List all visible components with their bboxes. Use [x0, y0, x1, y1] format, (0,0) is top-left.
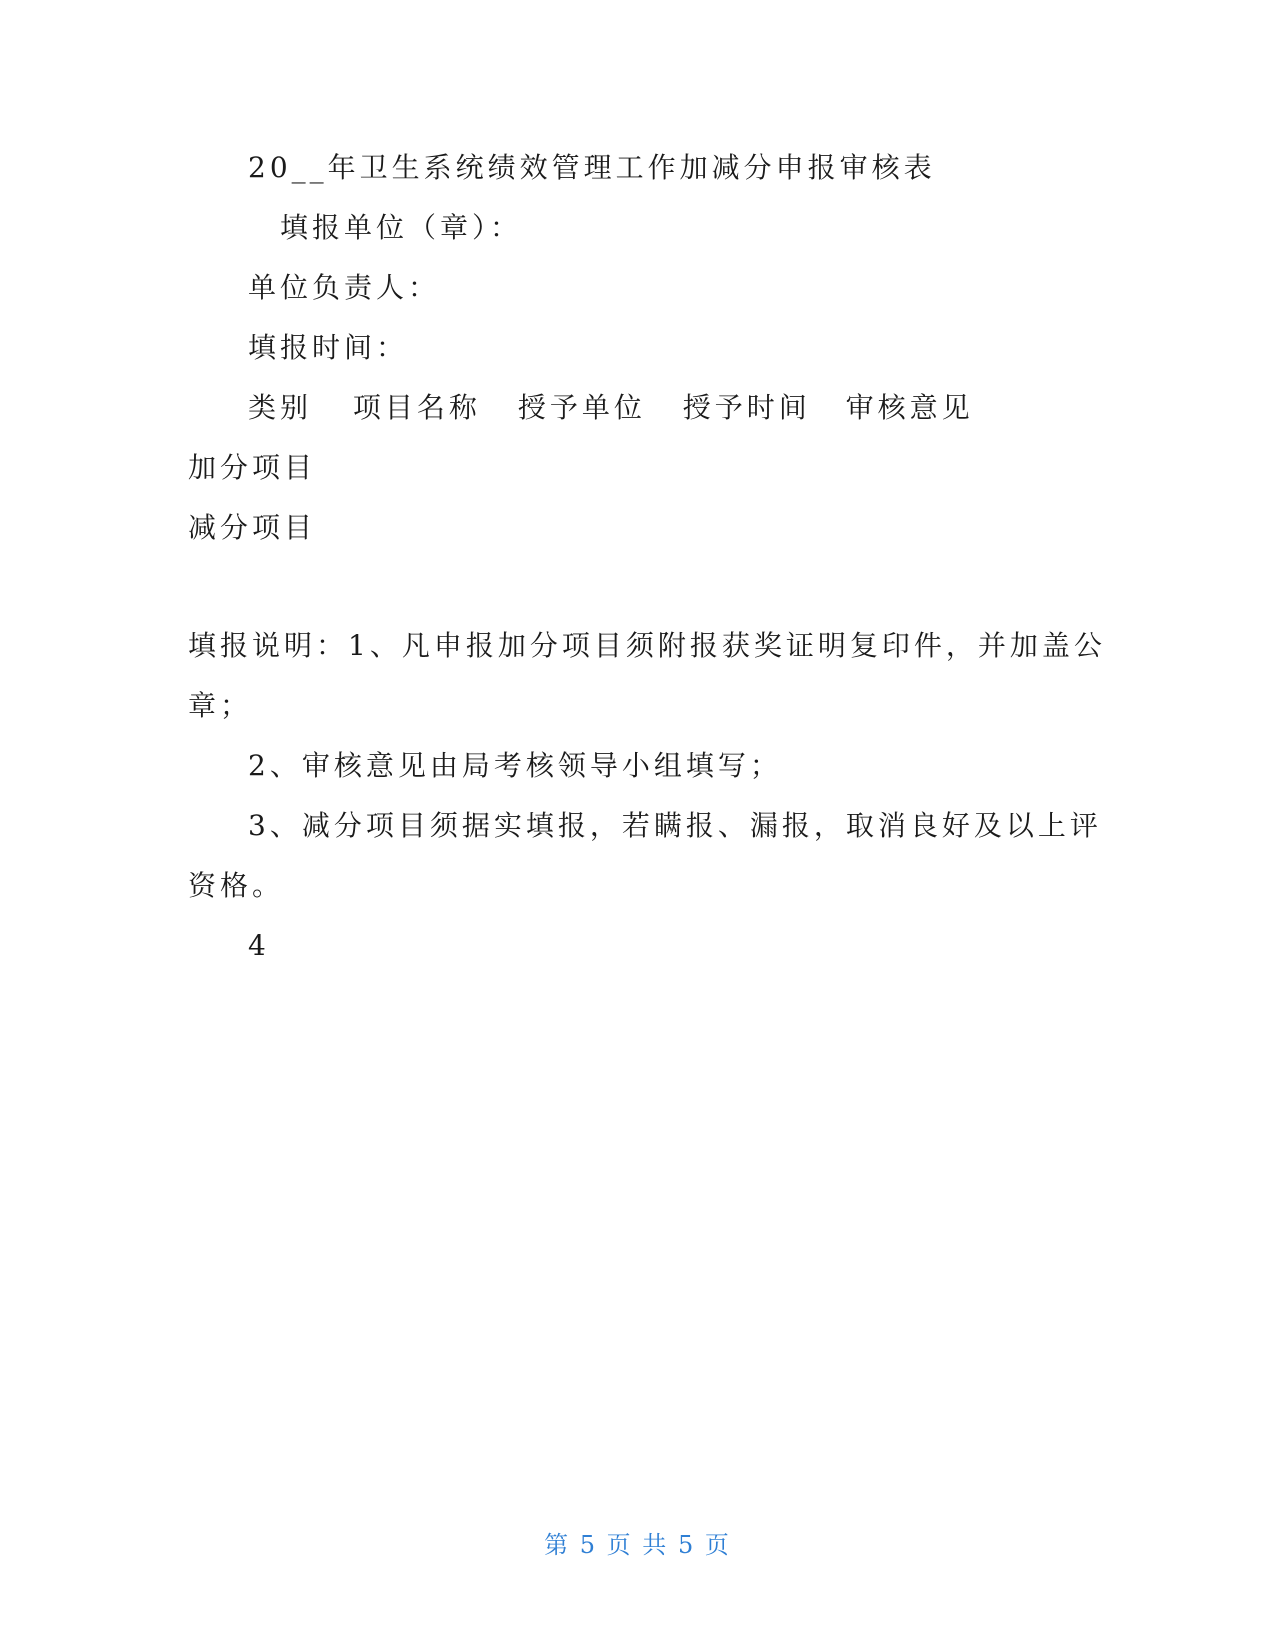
- row-bonus-items: 加分项目: [188, 451, 317, 484]
- note-3-line-1: 3、减分项目须据实填报，若瞒报、漏报，取消良好及以上评: [248, 809, 1102, 842]
- header-category: 类别: [248, 391, 313, 424]
- page-footer: 第 5 页 共 5 页: [544, 1531, 731, 1559]
- header-award-time: 授予时间: [682, 391, 811, 424]
- filler-unit-label: 填报单位（章）：: [280, 211, 523, 244]
- note-2: 2、审核意见由局考核领导小组填写；: [248, 749, 782, 782]
- header-review-opinion: 审核意见: [845, 391, 974, 424]
- row-deduction-items: 减分项目: [188, 511, 317, 544]
- note-3-line-2: 资格。: [188, 869, 285, 902]
- header-project-name: 项目名称: [352, 391, 481, 424]
- table-header-row: [248, 388, 974, 428]
- fill-time-label: 填报时间：: [248, 331, 409, 364]
- document-title: 20__年卫生系统绩效管理工作加减分申报审核表: [248, 151, 936, 184]
- header-awarding-unit: 授予单位: [517, 391, 646, 424]
- unit-leader-label: 单位负责人：: [248, 271, 441, 304]
- note-1-line-1: 填报说明：1、凡申报加分项目须附报获奖证明复印件，并加盖公: [188, 629, 1106, 662]
- note-1-line-2: 章；: [188, 689, 253, 722]
- page-fragment-number: 4: [248, 929, 270, 962]
